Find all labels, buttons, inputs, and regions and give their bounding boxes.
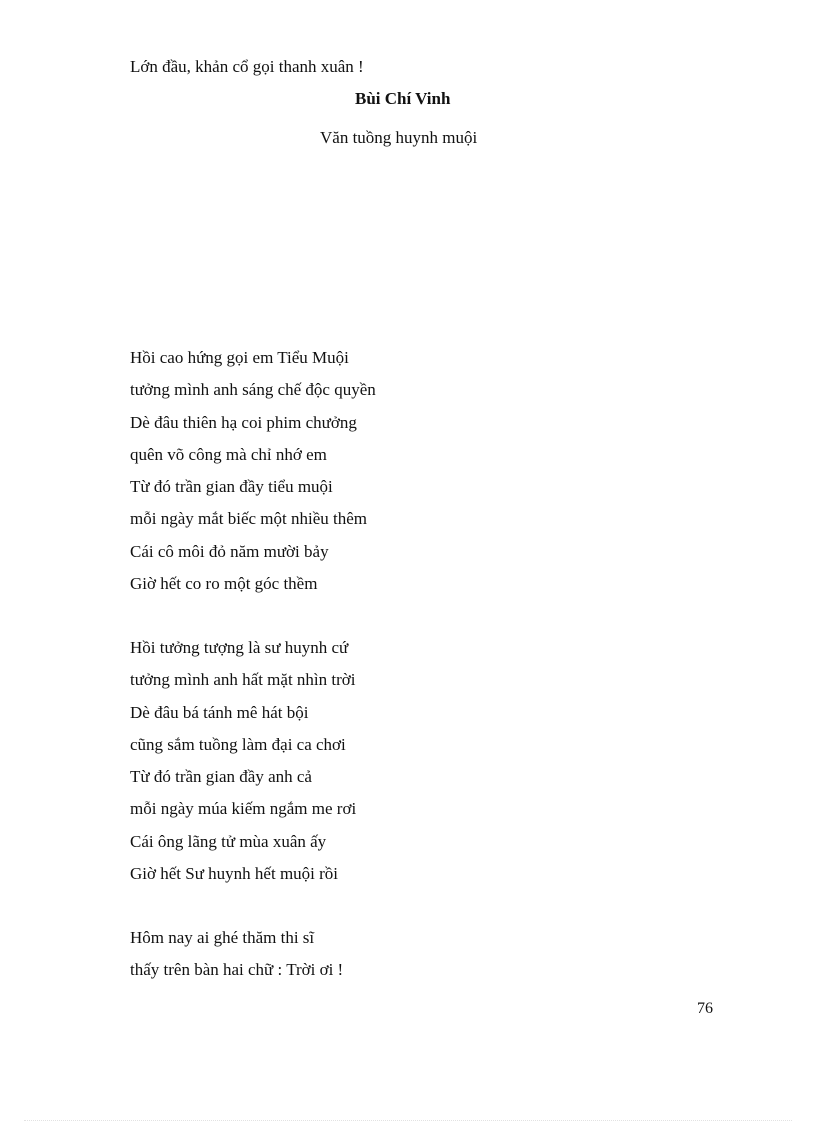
poem-title: Văn tuồng huynh muội — [320, 128, 478, 147]
poem-line: quên võ công mà chỉ nhớ em — [130, 444, 327, 464]
poem-line: Dè đâu thiên hạ coi phim chưởng — [130, 412, 357, 432]
poem-line: Hồi tưởng tượng là sư huynh cứ — [130, 638, 349, 657]
poem-line: tưởng mình anh hất mặt nhìn trời — [130, 670, 356, 690]
poem-line: mỗi ngày múa kiếm ngắm me rơi — [130, 799, 357, 819]
poem-line: Hôm nay ai ghé thăm thi sĩ — [130, 928, 315, 947]
poem-line: Giờ hết Sư huynh hết muội rồi — [130, 864, 339, 884]
author-name: Bùi Chí Vinh — [355, 89, 451, 108]
poem-line: Cái ông lãng tử mùa xuân ấy — [130, 831, 327, 851]
page-number: 76 — [697, 1000, 713, 1017]
poem-line: cũng sắm tuồng làm đại ca chơi — [130, 734, 346, 754]
poem-line: mỗi ngày mắt biếc một nhiều thêm — [130, 509, 368, 529]
footer-divider — [24, 1120, 792, 1121]
poem-line: thấy trên bàn hai chữ : Trời ơi ! — [130, 960, 344, 980]
poem-line: tưởng mình anh sáng chế độc quyền — [130, 380, 376, 400]
poem-line: Cái cô môi đỏ năm mười bảy — [130, 541, 329, 561]
stanza-3 — [130, 928, 343, 993]
stanza-2 — [130, 638, 356, 896]
poem-line: Giờ hết co ro một góc thềm — [130, 574, 318, 594]
poem-line: Từ đó trần gian đầy anh cả — [130, 767, 312, 787]
previous-poem-last-line: Lớn đầu, khản cổ gọi thanh xuân ! — [130, 57, 364, 76]
poem-line: Hồi cao hứng gọi em Tiểu Muội — [130, 348, 349, 367]
stanza-1 — [130, 348, 376, 606]
poem-line: Dè đâu bá tánh mê hát bội — [130, 702, 309, 722]
poem-line: Từ đó trần gian đầy tiểu muội — [130, 477, 333, 497]
